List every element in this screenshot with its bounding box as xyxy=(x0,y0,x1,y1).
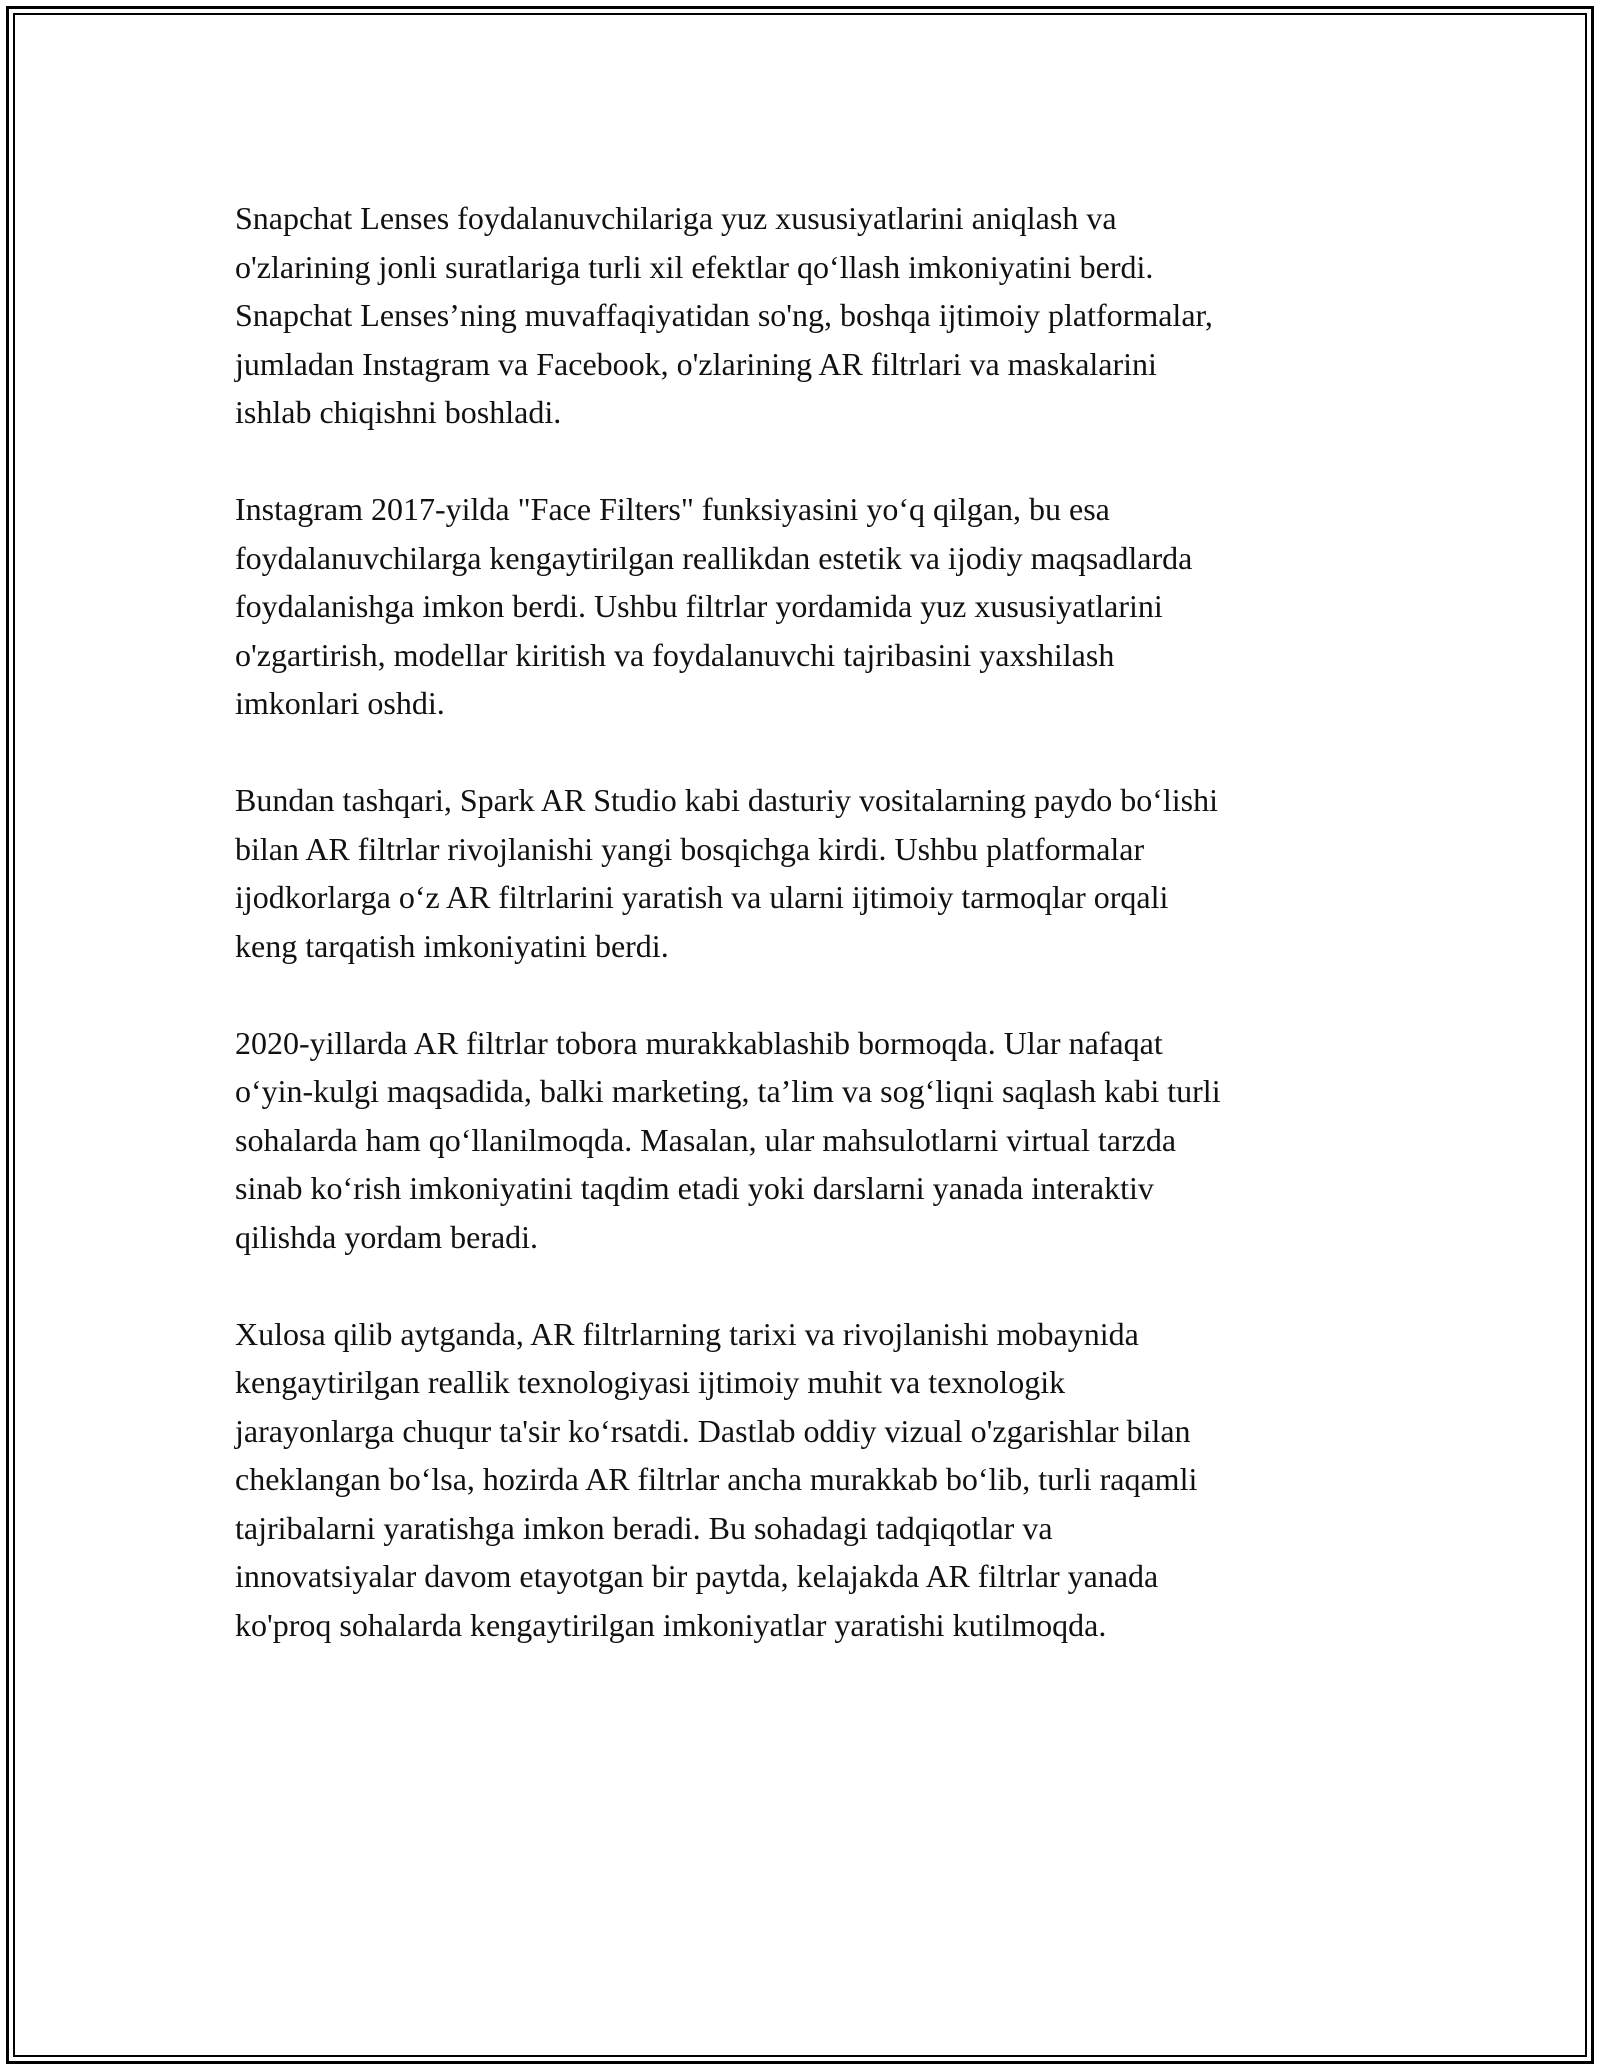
document-page xyxy=(6,6,1594,2064)
text-line: jarayonlarga chuqur ta'sir ko‘rsatdi. Dastlab oddiy vizual o'zgarishlar bilan xyxy=(235,1412,1191,1449)
text-line: Instagram 2017-yilda "Face Filters" funksiyasini yo‘q qilgan, bu esa xyxy=(235,491,1110,527)
text-line: ko'proq sohalarda kengaytirilgan imkoniyatlar yaratishi kutilmoqda. xyxy=(235,1606,1107,1643)
text-line: keng tarqatish imkoniyatini berdi. xyxy=(235,927,669,964)
paragraph-3 xyxy=(235,776,1405,970)
text-line: innovatsiyalar davom etayotgan bir paytda, kelajakda AR filtrlar yanada xyxy=(235,1558,1159,1594)
text-line: ishlab chiqishni boshladi. xyxy=(235,394,562,430)
text-line: qilishda yordam beradi. xyxy=(235,1218,539,1255)
paragraph-2 xyxy=(235,485,1405,728)
text-line: tajribalarni yaratishga imkon beradi. Bu sohadagi tadqiqotlar va xyxy=(235,1509,1053,1546)
text-line: Snapchat Lenses foydalanuvchilariga yuz xususiyatlarini aniqlash va xyxy=(235,200,1117,236)
text-line: ijodkorlarga o‘z AR filtrlarini yaratish va ularni ijtimoiy tarmoqlar orqali xyxy=(235,879,1169,915)
text-line: Bundan tashqari, Spark AR Studio kabi dasturiy vositalarning paydo bo‘lishi xyxy=(235,782,1219,818)
text-line: Snapchat Lenses’ning muvaffaqiyatidan so'ng, boshqa ijtimoiy platformalar, xyxy=(235,297,1213,333)
text-line: kengaytirilgan reallik texnologiyasi ijtimoiy muhit va texnologik xyxy=(235,1364,1066,1400)
paragraph-4 xyxy=(235,1019,1405,1262)
text-line: bilan AR filtrlar rivojlanishi yangi bosqichga kirdi. Ushbu platformalar xyxy=(235,830,1145,867)
text-line: cheklangan bo‘lsa, hozirda AR filtrlar ancha murakkab bo‘lib, turli raqamli xyxy=(235,1461,1198,1497)
paragraph-1 xyxy=(235,194,1405,437)
text-line: Xulosa qilib aytganda, AR filtrlarning tarixi va rivojlanishi mobaynida xyxy=(235,1315,1139,1352)
text-line: o‘yin-kulgi maqsadida, balki marketing, ta’lim va sog‘liqni saqlash kabi turli xyxy=(235,1073,1221,1109)
text-line: imkonlari oshdi. xyxy=(235,685,445,721)
text-line: sinab ko‘rish imkoniyatini taqdim etadi yoki darslarni yanada interaktiv xyxy=(235,1170,1154,1206)
document-body xyxy=(235,194,1405,1649)
text-line: sohalarda ham qo‘llanilmoqda. Masalan, ular mahsulotlarni virtual tarzda xyxy=(235,1121,1177,1158)
text-line: o'zgartirish, modellar kiritish va foydalanuvchi tajribasini yaxshilash xyxy=(235,636,1115,673)
text-line: 2020-yillarda AR filtrlar tobora murakkablashib bormoqda. Ular nafaqat xyxy=(235,1024,1163,1061)
text-line: o'zlarining jonli suratlariga turli xil efektlar qo‘llash imkoniyatini berdi. xyxy=(235,248,1154,285)
paragraph-5 xyxy=(235,1310,1405,1650)
text-line: foydalanuvchilarga kengaytirilgan reallikdan estetik va ijodiy maqsadlarda xyxy=(235,539,1193,576)
text-line: jumladan Instagram va Facebook, o'zlarining AR filtrlari va maskalarini xyxy=(235,345,1157,382)
text-line: foydalanishga imkon berdi. Ushbu filtrlar yordamida yuz xususiyatlarini xyxy=(235,588,1163,624)
